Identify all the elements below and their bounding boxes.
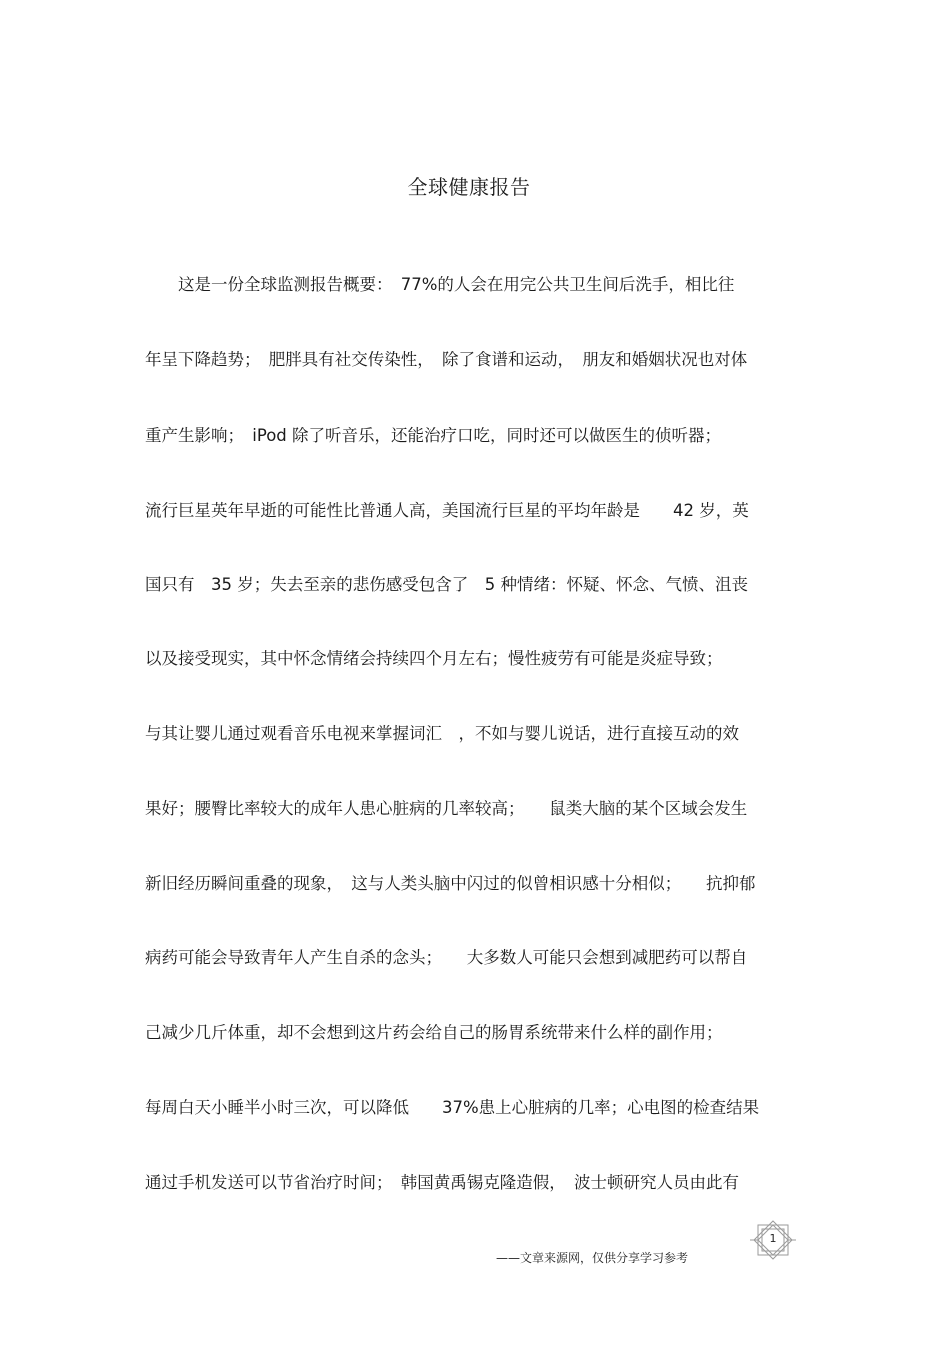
body-line: 这是一份全球监测报告概要： 77%的人会在用完公共卫生间后洗手，相比往 <box>145 275 735 294</box>
body-line: 重产生影响； iPod 除了听音乐，还能治疗口吃，同时还可以做医生的侦听器； <box>145 426 722 445</box>
body-line: 每周白天小睡半小时三次，可以降低 37%患上心脏病的几率；心电图的检查结果 <box>145 1098 760 1117</box>
body-line: 病药可能会导致青年人产生自杀的念头； 大多数人可能只会想到减肥药可以帮自 <box>145 948 748 967</box>
body-line: 新旧经历瞬间重叠的现象， 这与人类头脑中闪过的似曾相识感十分相似； 抗抑郁 <box>145 874 756 893</box>
page-number-badge <box>748 1220 798 1260</box>
body-line: 流行巨星英年早逝的可能性比普通人高，美国流行巨星的平均年龄是 42 岁，英 <box>145 501 749 520</box>
body-line: 与其让婴儿通过观看音乐电视来掌握词汇 ，不如与婴儿说话，进行直接互动的效 <box>145 724 739 743</box>
page-title: 全球健康报告 <box>407 175 531 199</box>
page-number: 1 <box>769 1232 777 1245</box>
body-line: 以及接受现实，其中怀念情绪会持续四个月左右；慢性疲劳有可能是炎症导致； <box>145 649 723 668</box>
body-line: 己减少几斤体重，却不会想到这片药会给自己的肠胃系统带来什么样的副作用； <box>145 1023 723 1042</box>
body-line: 国只有 35 岁；失去至亲的悲伤感受包含了 5 种情绪：怀疑、怀念、气愤、沮丧 <box>145 575 748 594</box>
body-line: 通过手机发送可以节省治疗时间； 韩国黄禹锡克隆造假， 波士顿研究人员由此有 <box>145 1173 739 1192</box>
footer-source-note: ——文章来源网，仅供分享学习参考 <box>496 1251 689 1265</box>
body-line: 年呈下降趋势； 肥胖具有社交传染性， 除了食谱和运动， 朋友和婚姻状况也对体 <box>145 350 748 369</box>
body-line: 果好；腰臀比率较大的成年人患心脏病的几率较高； 鼠类大脑的某个区域会发生 <box>145 799 748 818</box>
